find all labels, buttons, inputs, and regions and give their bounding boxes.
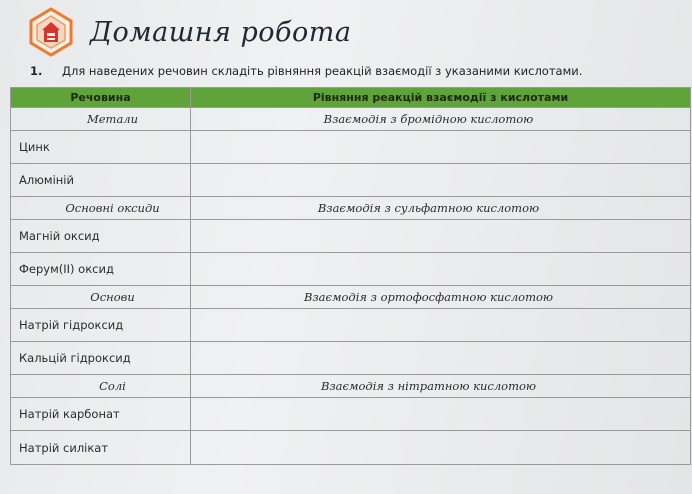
table-row [11,342,691,375]
home-book-icon [26,7,76,57]
table-row [11,431,691,465]
substance-cell: Натрій силікат [11,431,191,465]
equation-answer-cell[interactable] [191,164,691,197]
substance-cell: Алюміній [11,164,191,197]
reactions-table [10,87,691,465]
acid-label: Взаємодія з сульфатною кислотою [191,197,691,220]
substance-cell: Натрій карбонат [11,398,191,431]
task-statement [30,64,680,78]
equation-answer-cell[interactable] [191,431,691,465]
category-label: Основні оксиди [11,197,191,220]
section-row-basic-oxides [11,197,691,220]
section-row-salts [11,375,691,398]
section-row-bases [11,286,691,309]
table-row [11,164,691,197]
table-row [11,131,691,164]
table-row [11,398,691,431]
acid-label: Взаємодія з ортофосфатною кислотою [191,286,691,309]
substance-cell: Магній оксид [11,220,191,253]
column-header-equations: Рівняння реакцій взаємодії з кислотами [191,88,691,108]
column-header-substance: Речовина [11,88,191,108]
equation-answer-cell[interactable] [191,398,691,431]
table-header-row [11,88,691,108]
substance-cell: Цинк [11,131,191,164]
table-row [11,220,691,253]
equation-answer-cell[interactable] [191,253,691,286]
page-title: Домашня робота [90,16,352,48]
equation-answer-cell[interactable] [191,342,691,375]
category-label: Солі [11,375,191,398]
substance-cell: Ферум(ІІ) оксид [11,253,191,286]
equation-answer-cell[interactable] [191,131,691,164]
substance-cell: Натрій гідроксид [11,309,191,342]
task-text: Для наведених речовин складіть рівняння реакцій взаємодії з указаними кислотами. [62,64,583,78]
substance-cell: Кальцій гідроксид [11,342,191,375]
equation-answer-cell[interactable] [191,220,691,253]
equation-answer-cell[interactable] [191,309,691,342]
category-label: Основи [11,286,191,309]
task-number: 1. [30,64,43,78]
table-row [11,309,691,342]
category-label: Метали [11,108,191,131]
page-header [26,6,351,58]
acid-label: Взаємодія з нітратною кислотою [191,375,691,398]
section-row-metals [11,108,691,131]
acid-label: Взаємодія з бромідною кислотою [191,108,691,131]
table-row [11,253,691,286]
